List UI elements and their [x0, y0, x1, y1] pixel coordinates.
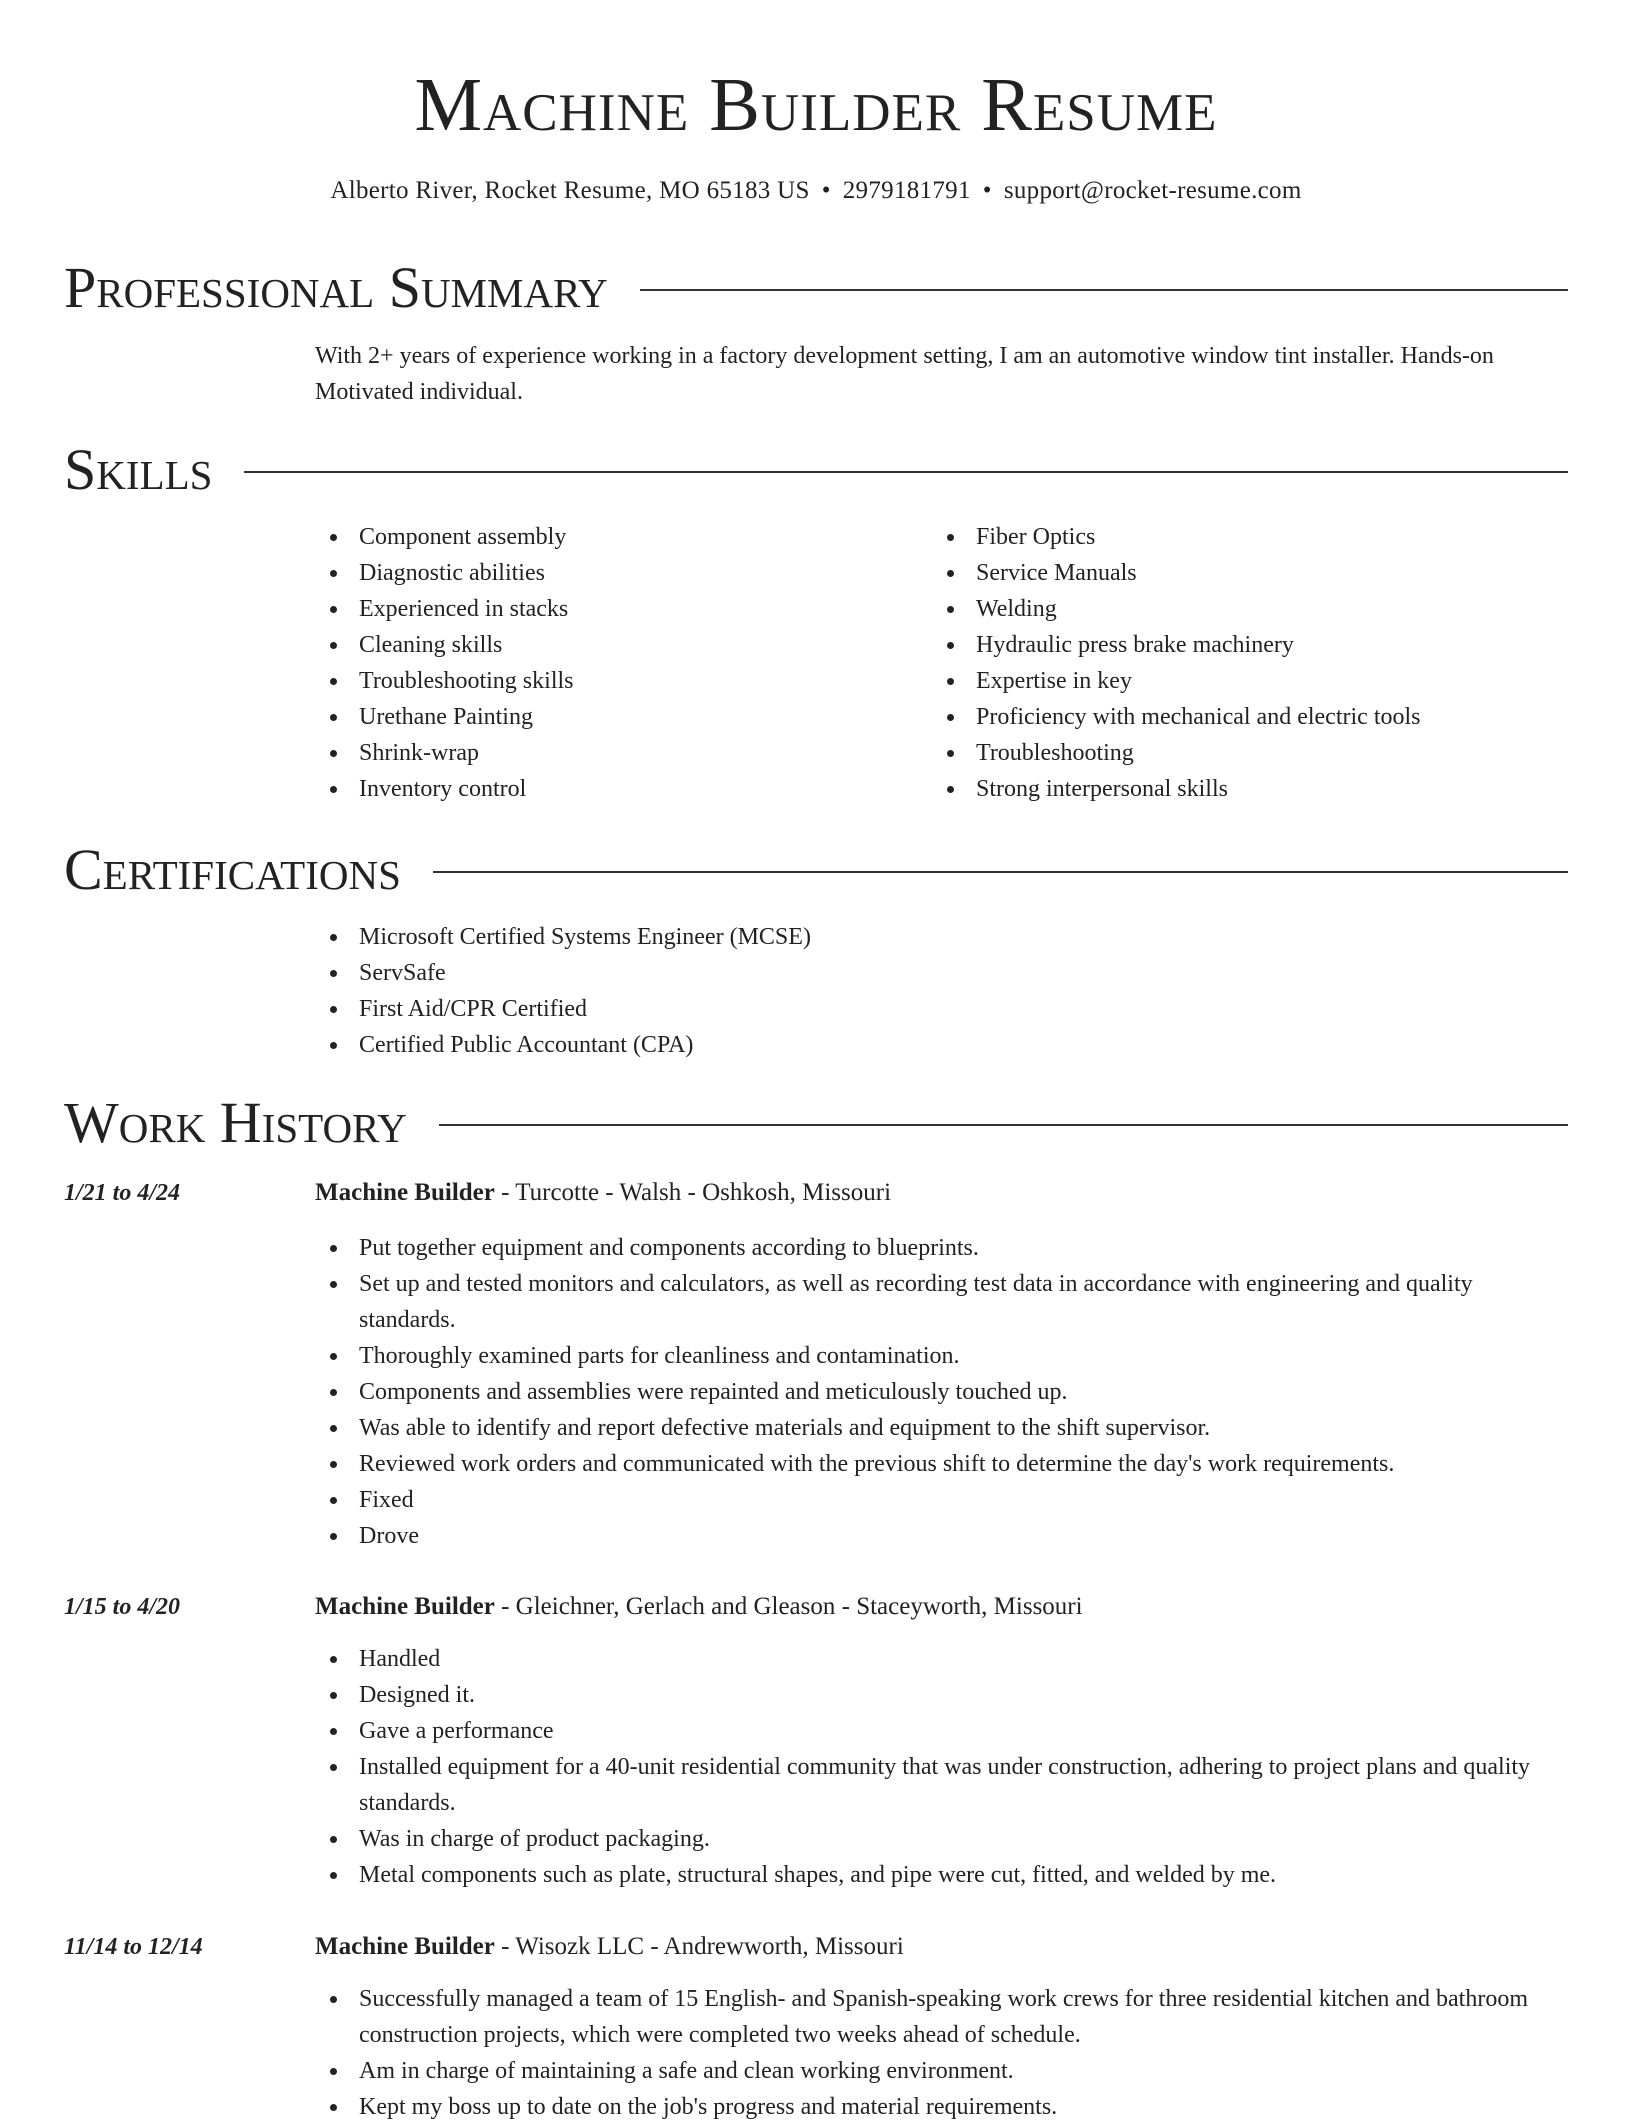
section-divider	[640, 289, 1568, 291]
skill-item: Urethane Painting	[315, 699, 915, 735]
job-dates: 1/15 to 4/20	[64, 1594, 181, 1620]
contact-address: Alberto River, Rocket Resume, MO 65183 US	[330, 177, 810, 204]
section-heading-text: Work History	[64, 1090, 407, 1155]
certification-item: Certified Public Accountant (CPA)	[315, 1027, 1565, 1063]
contact-phone: 2979181791	[842, 177, 971, 204]
job-bullet: Was able to identify and report defective materials and equipment to the shift supervisor.	[315, 1410, 1565, 1446]
job-bullet: Was in charge of product packaging.	[315, 1821, 1565, 1857]
summary-text: With 2+ years of experience working in a factory development setting, I am an automotive window tint installer. Hands-on Motivated individual.	[315, 343, 1494, 405]
job-title-line	[315, 1175, 1565, 1211]
section-divider	[439, 1124, 1568, 1126]
job-title: Machine Builder	[315, 1179, 495, 1206]
job-title-line	[315, 1589, 1565, 1625]
section-heading-skills	[64, 438, 1568, 502]
section-heading-text: Skills	[64, 437, 213, 502]
skill-item: Cleaning skills	[315, 627, 915, 663]
job-bullet: Designed it.	[315, 1677, 1565, 1713]
job-title: Machine Builder	[315, 1593, 495, 1620]
contact-line	[0, 175, 1632, 207]
job-employer: - Wisozk LLC - Andrewworth, Missouri	[494, 1933, 904, 1960]
contact-email: support@rocket-resume.com	[1003, 177, 1302, 204]
section-heading-certifications	[64, 838, 1568, 902]
skill-item: Experienced in stacks	[315, 591, 915, 627]
job-bullet: Drove	[315, 1518, 1565, 1554]
job-bullet: Put together equipment and components according to blueprints.	[315, 1230, 1565, 1266]
job-bullets	[315, 1230, 1565, 1554]
job-title-line	[315, 1929, 1565, 1965]
skill-item: Inventory control	[315, 771, 915, 807]
section-heading-summary	[64, 256, 1568, 320]
certification-item: Microsoft Certified Systems Engineer (MCSE)	[315, 919, 1565, 955]
job-bullet: Thoroughly examined parts for cleanliness and contamination.	[315, 1338, 1565, 1374]
skills-list-left	[315, 519, 915, 807]
job-bullet: Successfully managed a team of 15 English- and Spanish-speaking work crews for three residential kitchen and bathroom construction projects, which were completed two weeks ahead of schedule.	[315, 1981, 1565, 2053]
job-dates: 11/14 to 12/14	[64, 1934, 203, 1960]
skill-item: Diagnostic abilities	[315, 555, 915, 591]
skill-item: Fiber Optics	[932, 519, 1565, 555]
section-heading-text: Professional Summary	[64, 255, 608, 320]
job-dates: 1/21 to 4/24	[64, 1180, 181, 1206]
job-bullets	[315, 1981, 1565, 2125]
skills-list-right	[932, 519, 1565, 807]
job-bullet: Metal components such as plate, structural shapes, and pipe were cut, fitted, and welded by me.	[315, 1857, 1565, 1893]
skill-item: Expertise in key	[932, 663, 1565, 699]
skill-item: Strong interpersonal skills	[932, 771, 1565, 807]
contact-separator: •	[821, 177, 831, 204]
job-bullet: Fixed	[315, 1482, 1565, 1518]
skill-item: Welding	[932, 591, 1565, 627]
job-bullet: Components and assemblies were repainted and meticulously touched up.	[315, 1374, 1565, 1410]
job-bullet: Gave a performance	[315, 1713, 1565, 1749]
section-heading-text: Certifications	[64, 837, 401, 902]
skill-item: Proficiency with mechanical and electric tools	[932, 699, 1565, 735]
job-employer: - Turcotte - Walsh - Oshkosh, Missouri	[494, 1179, 892, 1206]
skill-item: Troubleshooting skills	[315, 663, 915, 699]
resume-title: Machine Builder Resume	[414, 63, 1218, 147]
job-bullets	[315, 1641, 1565, 1893]
job-employer: - Gleichner, Gerlach and Gleason - Staceyworth, Missouri	[494, 1593, 1083, 1620]
skill-item: Shrink-wrap	[315, 735, 915, 771]
job-title: Machine Builder	[315, 1933, 495, 1960]
section-divider	[433, 871, 1568, 873]
certification-item: First Aid/CPR Certified	[315, 991, 1565, 1027]
certification-item: ServSafe	[315, 955, 1565, 991]
job-bullet: Kept my boss up to date on the job's progress and material requirements.	[315, 2089, 1565, 2125]
skill-item: Hydraulic press brake machinery	[932, 627, 1565, 663]
skill-item: Troubleshooting	[932, 735, 1565, 771]
skill-item: Component assembly	[315, 519, 915, 555]
job-bullet: Installed equipment for a 40-unit residential community that was under construction, adhering to project plans and quality standards.	[315, 1749, 1565, 1821]
section-heading-work-history	[64, 1091, 1568, 1155]
job-bullet: Set up and tested monitors and calculators, as well as recording test data in accordance with engineering and quality standards.	[315, 1266, 1565, 1338]
section-divider	[244, 471, 1568, 473]
contact-separator: •	[982, 177, 992, 204]
skill-item: Service Manuals	[932, 555, 1565, 591]
job-bullet: Am in charge of maintaining a safe and clean working environment.	[315, 2053, 1565, 2089]
certifications-list	[315, 919, 1565, 1063]
job-bullet: Reviewed work orders and communicated with the previous shift to determine the day's work requirements.	[315, 1446, 1565, 1482]
job-bullet: Handled	[315, 1641, 1565, 1677]
